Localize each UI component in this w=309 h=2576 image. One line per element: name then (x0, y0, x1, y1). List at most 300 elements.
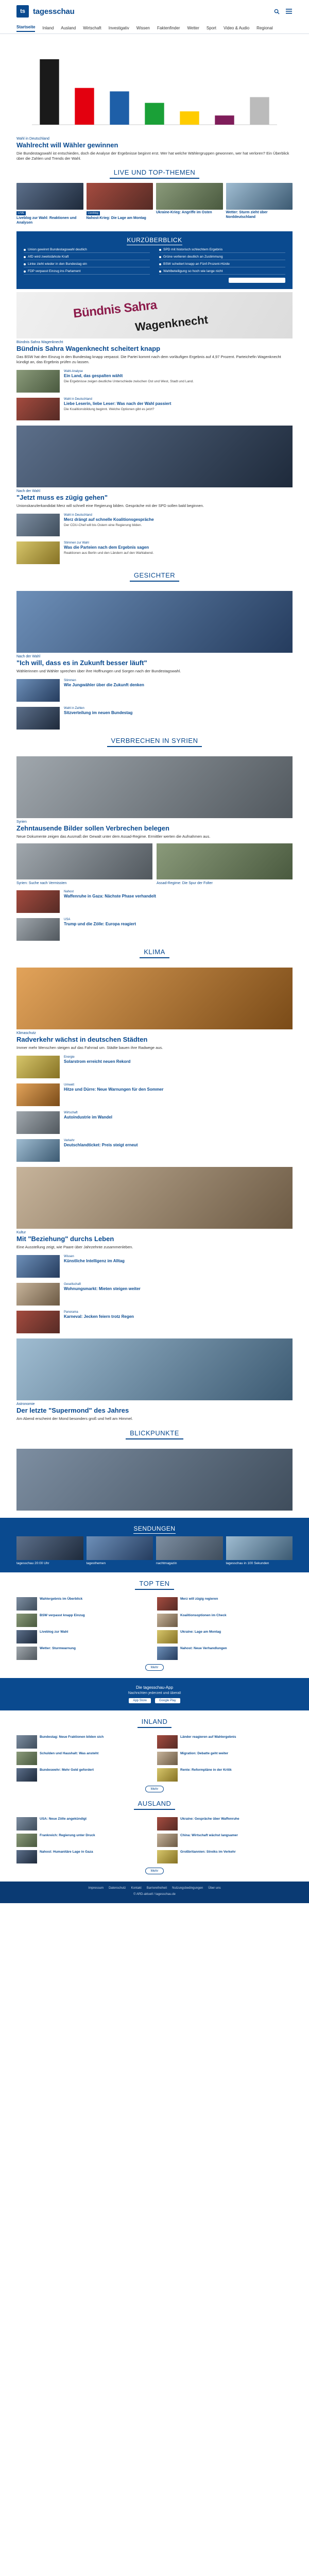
mini-item[interactable] (157, 1850, 293, 1863)
brief-item[interactable] (24, 255, 150, 260)
inland-list (16, 1735, 293, 1782)
main-navigation (0, 23, 309, 34)
list-item-image[interactable] (16, 370, 60, 393)
bullet-icon (24, 263, 26, 265)
site-header (0, 0, 309, 23)
mini-item-image[interactable] (157, 1817, 178, 1831)
list-item-title[interactable]: Waffenruhe in Gaza: Nächste Phase verhandelt (64, 894, 156, 899)
mini-item[interactable] (16, 1614, 152, 1627)
nav-item[interactable]: Wirtschaft (83, 26, 101, 30)
inland-title-text: INLAND (138, 1718, 172, 1728)
mini-item[interactable] (16, 1630, 152, 1643)
list-item-body (64, 1139, 293, 1148)
bsw-banner-line2: Wagenknecht (134, 313, 209, 334)
inland-title (16, 1710, 293, 1732)
sendung-card[interactable] (87, 1536, 153, 1566)
list-item-topline: Wissen (64, 1255, 74, 1259)
list-item-text: Reaktionen aus Berlin und den Ländern auf den Wahlabend. (64, 551, 154, 555)
sendung-image[interactable] (87, 1536, 153, 1560)
mini-item-image[interactable] (157, 1752, 178, 1765)
list-item-title[interactable]: Trump und die Zölle: Europa reagiert (64, 922, 136, 927)
sendung-title[interactable]: tagesthemen (86, 1561, 106, 1565)
bullet-icon (159, 270, 161, 273)
list-item[interactable] (16, 918, 293, 941)
bsw-headline[interactable]: Bündnis Sahra Wagenknecht scheitert knapp (16, 344, 161, 352)
list-item-image[interactable] (16, 1311, 60, 1333)
brief-more-box[interactable] (229, 278, 285, 283)
list-c (16, 679, 293, 730)
moon-image[interactable] (16, 1338, 293, 1400)
brief-box (16, 231, 293, 289)
mini-item[interactable] (16, 1597, 152, 1611)
nav-item[interactable]: Startseite (16, 25, 35, 32)
vote-image[interactable] (16, 591, 293, 653)
app-banner (0, 1678, 309, 1710)
list-item-topline: Stimmen (64, 679, 76, 683)
vote-topline: Nach der Wahl (16, 655, 41, 659)
list-item-title[interactable]: Deutschlandticket: Preis steigt erneut (64, 1143, 138, 1148)
mini-item-title[interactable]: China: Wirtschaft wächst langsamer (180, 1834, 238, 1838)
live-card-image[interactable] (16, 183, 83, 210)
mini-item-title[interactable]: Frankreich: Regierung unter Druck (40, 1834, 95, 1838)
pair-card-image[interactable] (157, 843, 293, 879)
chart-bar (75, 88, 94, 125)
ausland-title (16, 1792, 293, 1814)
list-b (16, 514, 293, 564)
inland-more (16, 1786, 293, 1792)
brief-item-text: Wahlbeteiligung so hoch wie lange nicht (163, 269, 223, 273)
brief-item-text: FDP verpasst Einzug ins Parlament (28, 269, 81, 273)
list-item-title[interactable]: Hitze und Dürre: Neue Warnungen für den Sommer (64, 1087, 164, 1092)
sendungen-title-text: SENDUNGEN (133, 1525, 175, 1534)
mini-item-title[interactable]: Bundestag: Neue Fraktionen bilden sich (40, 1735, 104, 1739)
mini-item-image[interactable] (16, 1735, 37, 1749)
list-item[interactable] (16, 1056, 293, 1078)
list-item-image[interactable] (16, 541, 60, 564)
list-item-body (64, 1056, 293, 1064)
sendung-card[interactable] (226, 1536, 293, 1566)
blickpunkte-title (16, 1422, 293, 1444)
mini-item-title[interactable]: Nahost: Humanitäre Lage in Gaza (40, 1850, 93, 1854)
list-item-title[interactable]: Liebe Leserin, liebe Leser: Was nach der Wahl passiert (64, 401, 171, 406)
nav-item[interactable]: Video & Audio (224, 26, 250, 30)
sendungen-title (0, 1525, 309, 1532)
sendung-card[interactable] (16, 1536, 83, 1566)
sendung-card[interactable] (156, 1536, 223, 1566)
verbrechen-title (16, 730, 293, 751)
list-item-body (64, 1283, 293, 1292)
list-item-topline: Wahl in Deutschland (64, 514, 92, 517)
list-item-topline: Wahl in Zahlen (64, 707, 84, 710)
app-store-button[interactable]: App Store (129, 1698, 151, 1703)
brief-title (24, 236, 285, 244)
mini-item-title[interactable]: Migration: Debatte geht weiter (180, 1752, 229, 1756)
list-item[interactable] (16, 1255, 293, 1278)
list-item-title[interactable]: Ein Land, das gespalten wählt (64, 374, 123, 379)
list-item[interactable] (16, 679, 293, 702)
list-item-image[interactable] (16, 918, 60, 941)
mini-item[interactable] (157, 1752, 293, 1765)
mini-item-title[interactable]: USA: Neue Zölle angekündigt (40, 1817, 87, 1821)
pair-card-title[interactable]: Assad-Regime: Die Spur der Folter (157, 882, 213, 886)
ausland-more-button[interactable]: Mehr (145, 1868, 164, 1874)
list-e (16, 1056, 293, 1162)
list-item-body (64, 890, 293, 899)
bsw-topline: Bündnis Sahra Wagenknecht (16, 340, 63, 344)
footer-link[interactable]: Kontakt (131, 1887, 142, 1890)
list-item-body (64, 1083, 293, 1092)
sendungen-grid (16, 1536, 293, 1566)
topten-list (16, 1597, 293, 1660)
bsw-teaser: Das BSW hat den Einzug in den Bundestag knapp verpasst. Die Partei kommt nach dem vorläufigen Ergebnis auf 4,97 Prozent. Parteichefin Wagenknecht kündigt an, das Ergebnis prüfen zu lassen. (16, 354, 281, 365)
brief-item[interactable] (24, 262, 150, 267)
list-item[interactable] (16, 1083, 293, 1106)
mini-item[interactable] (157, 1630, 293, 1643)
list-item-image[interactable] (16, 398, 60, 420)
footer-link[interactable]: Nutzungsbedingungen (172, 1887, 203, 1890)
list-item[interactable] (16, 1283, 293, 1306)
lead-teaser: Die Bundestagswahl ist entschieden, doch die Analyse der Ergebnisse beginnt erst. Wer hat welche Wählergruppen gewonnen, wer hat verloren? Ein Überblick über die Zahlen und Trends der Wahl. (16, 150, 289, 161)
list-item[interactable] (16, 1111, 293, 1134)
brief-item[interactable] (24, 248, 150, 253)
list-item-topline: Energie (64, 1056, 75, 1059)
topten-title (16, 1572, 293, 1594)
moon-teaser: Am Abend erscheint der Mond besonders groß und hell am Himmel. (16, 1416, 133, 1421)
brief-item[interactable] (159, 262, 285, 267)
live-card-image[interactable] (156, 183, 223, 210)
list-item-title[interactable]: Merz drängt auf schnelle Koalitionsgespräche (64, 517, 154, 522)
mini-item[interactable] (157, 1597, 293, 1611)
list-item-title[interactable]: Künstliche Intelligenz im Alltag (64, 1259, 125, 1264)
mini-item-image[interactable] (16, 1834, 37, 1847)
list-item-topline: Stimmen zur Wahl (64, 541, 89, 545)
logo-mark[interactable]: ts (16, 5, 29, 18)
mini-item-image[interactable] (157, 1647, 178, 1660)
pair-card-title[interactable]: Syrien: Suche nach Vermissten (16, 882, 67, 886)
footer-link[interactable]: Impressum (88, 1887, 104, 1890)
site-footer (0, 1882, 309, 1903)
nav-item[interactable]: Wissen (136, 26, 150, 30)
brief-item-text: Linke zieht wieder in den Bundestag ein (28, 262, 87, 266)
chart-bar (110, 91, 129, 125)
pair-card[interactable] (157, 843, 293, 885)
list-item-body (64, 514, 293, 528)
mini-item-image[interactable] (157, 1834, 178, 1847)
mini-item-title[interactable]: Wahlergebnis im Überblick (40, 1597, 83, 1601)
mini-item-image[interactable] (157, 1735, 178, 1749)
climate-image[interactable] (16, 968, 293, 1029)
list-item-body (64, 707, 293, 716)
list-item-body (64, 1255, 293, 1264)
sendung-image[interactable] (156, 1536, 223, 1560)
mini-item-title[interactable]: Nahost: Neue Verhandlungen (180, 1647, 227, 1651)
climate-topline: Klimaschutz (16, 1031, 36, 1036)
climate-headline[interactable]: Radverkehr wächst in deutschen Städten (16, 1036, 148, 1044)
mini-item[interactable] (157, 1647, 293, 1660)
bsw-image[interactable] (16, 292, 293, 338)
list-item-image[interactable] (16, 890, 60, 913)
chart-bar (250, 97, 269, 125)
people-image[interactable] (16, 1167, 293, 1229)
mini-item-title[interactable]: Ukraine: Gespräche über Waffenruhe (180, 1817, 239, 1821)
app-buttons (7, 1698, 302, 1703)
list-item-body (64, 398, 293, 412)
list-item-text: Die Koalitionsbildung beginnt. Welche Optionen gibt es jetzt? (64, 407, 154, 411)
live-grid (16, 183, 293, 225)
list-item-title[interactable]: Was die Parteien nach dem Ergebnis sagen (64, 545, 149, 550)
brief-more (24, 278, 285, 283)
list-item-title[interactable]: Wohnungsmarkt: Mieten steigen weiter (64, 1286, 141, 1292)
nav-item[interactable]: Wetter (187, 26, 199, 30)
climate-teaser: Immer mehr Menschen steigen auf das Fahrrad um. Städte bauen ihre Radwege aus. (16, 1045, 163, 1050)
merz-teaser: Unionskanzlerkandidat Merz will schnell eine Regierung bilden. Gespräche mit der SPD sollen bald beginnen. (16, 503, 204, 509)
list-item[interactable] (16, 890, 293, 913)
list-item[interactable] (16, 370, 293, 393)
syria-topline: Syrien (16, 820, 27, 824)
mini-item-image[interactable] (157, 1850, 178, 1863)
list-item-title[interactable]: Karneval: Jecken feiern trotz Regen (64, 1314, 134, 1319)
list-item[interactable] (16, 541, 293, 564)
mini-item-title[interactable]: Bundeswehr: Mehr Geld gefordert (40, 1768, 94, 1772)
live-card-tag: LIVE (16, 211, 26, 215)
list-item-body (64, 1111, 293, 1120)
live-card-image[interactable] (87, 183, 153, 210)
mini-item-image[interactable] (16, 1817, 37, 1831)
sendungen-section (0, 1518, 309, 1573)
mini-item-title[interactable]: Merz will zügig regieren (180, 1597, 218, 1601)
nav-item[interactable]: Sport (206, 26, 217, 30)
list-item-image[interactable] (16, 1083, 60, 1106)
mini-item[interactable] (16, 1735, 152, 1749)
mini-item-image[interactable] (157, 1768, 178, 1782)
mini-item-title[interactable]: Rente: Reformpläne in der Kritik (180, 1768, 232, 1772)
mini-item-title[interactable]: Länder reagieren auf Wahlergebnis (180, 1735, 236, 1739)
brief-grid (24, 248, 285, 275)
live-card-tag: Liveblog (87, 211, 100, 215)
mini-item-title[interactable]: Schulden und Haushalt: Was ansteht (40, 1752, 99, 1756)
sendung-image[interactable] (226, 1536, 293, 1560)
mini-item-image[interactable] (157, 1614, 178, 1627)
syria-image[interactable] (16, 756, 293, 818)
list-item[interactable] (16, 398, 293, 420)
mini-item[interactable] (157, 1768, 293, 1782)
mini-item-title[interactable]: Koalitionsoptionen im Check (180, 1614, 227, 1618)
sendung-image[interactable] (16, 1536, 83, 1560)
footer-links (16, 1887, 293, 1890)
app-line2: Nachrichten jederzeit und überall (128, 1691, 181, 1696)
main-content (16, 37, 293, 1511)
mini-item-image[interactable] (16, 1630, 37, 1643)
live-card[interactable] (16, 183, 83, 225)
mini-item-image[interactable] (16, 1614, 37, 1627)
nav-item[interactable]: Regional (256, 26, 273, 30)
list-item-title[interactable]: Wie Jungwähler über die Zukunft denken (64, 683, 144, 688)
bullet-icon (159, 249, 161, 251)
syria-teaser: Neue Dokumente zeigen das Ausmaß der Gewalt unter dem Assad-Regime. Ermittler werten die Aufnahmen aus. (16, 834, 211, 839)
mini-item[interactable] (157, 1614, 293, 1627)
klima-title (16, 941, 293, 962)
people-teaser: Eine Ausstellung zeigt, wie Paare über Jahrzehnte zusammenleben. (16, 1245, 133, 1250)
bullet-icon (159, 263, 161, 265)
topten-more (16, 1664, 293, 1671)
brief-item[interactable] (24, 269, 150, 275)
chart-bar (180, 111, 199, 125)
list-item-image[interactable] (16, 707, 60, 730)
inland-ausland (16, 1710, 293, 1874)
merz-headline[interactable]: "Jetzt muss es zügig gehen" (16, 494, 108, 502)
live-title-text: LIVE UND TOP-THEMEN (110, 168, 200, 179)
brief-item[interactable] (159, 269, 285, 275)
brief-item-text: Grüne verlieren deutlich an Zustimmung (163, 255, 223, 259)
list-item-topline: Gesellschaft (64, 1283, 81, 1286)
brief-title-text: KURZÜBERBLICK (127, 236, 182, 245)
brief-item-text: BSW scheitert knapp an Fünf-Prozent-Hürde (163, 262, 230, 266)
live-card[interactable] (156, 183, 223, 225)
vote-headline[interactable]: "Ich will, dass es in Zukunft besser läuft" (16, 659, 147, 667)
list-item-image[interactable] (16, 1255, 60, 1278)
list-item-title[interactable]: Solarstrom erreicht neuen Rekord (64, 1059, 131, 1064)
live-card-title[interactable]: Nahost-Krieg: Die Lage am Montag (86, 216, 146, 221)
mini-item-image[interactable] (16, 1597, 37, 1611)
mini-item[interactable] (16, 1850, 152, 1863)
mini-item-title[interactable]: BSW verpasst knapp Einzug (40, 1614, 85, 1618)
people-headline[interactable]: Mit "Beziehung" durchs Leben (16, 1235, 114, 1243)
syria-pair (16, 843, 293, 885)
sendung-title[interactable]: nachtmagazin (156, 1561, 177, 1565)
nav-item[interactable]: Ausland (61, 26, 76, 30)
list-item-text: Der CDU-Chef will bis Ostern eine Regierung bilden. (64, 523, 142, 527)
ausland-list (16, 1817, 293, 1863)
live-card-title[interactable]: Liveblog zur Wahl: Reaktionen und Analysen (16, 216, 77, 225)
brief-item[interactable] (159, 248, 285, 253)
mini-item-image[interactable] (16, 1647, 37, 1660)
nav-item[interactable]: Faktenfinder (157, 26, 180, 30)
list-item-image[interactable] (16, 679, 60, 702)
list-item-text: Die Ergebnisse zeigen deutliche Unterschiede zwischen Ost und West, Stadt und Land. (64, 379, 194, 383)
footer-link[interactable]: Über uns (208, 1887, 221, 1890)
mini-item[interactable] (16, 1647, 152, 1660)
moon-topline: Astronomie (16, 1402, 35, 1406)
list-item[interactable] (16, 1139, 293, 1162)
footer-link[interactable]: Barrierefreiheit (146, 1887, 167, 1890)
search-icon[interactable] (273, 8, 280, 15)
pair-card-image[interactable] (16, 843, 152, 879)
list-item-image[interactable] (16, 1111, 60, 1134)
blickpunkte-title-text: BLICKPUNKTE (126, 1429, 183, 1439)
mini-item[interactable] (16, 1752, 152, 1765)
list-item[interactable] (16, 514, 293, 536)
live-card[interactable] (87, 183, 153, 225)
sendung-title[interactable]: tagesschau in 100 Sekunden (226, 1561, 269, 1565)
list-item[interactable] (16, 707, 293, 730)
nav-item[interactable]: Inland (42, 26, 54, 30)
mini-item[interactable] (157, 1817, 293, 1831)
brief-item-text: AfD wird zweitstärkste Kraft (28, 255, 69, 259)
mini-item[interactable] (16, 1817, 152, 1831)
people-topline: Kultur (16, 1231, 26, 1235)
gesichter-title (16, 564, 293, 586)
header-icons (273, 8, 293, 15)
merz-image[interactable] (16, 426, 293, 487)
chart-bar (145, 103, 164, 125)
syria-headline[interactable]: Zehntausende Bilder sollen Verbrechen belegen (16, 824, 169, 833)
klima-title-text: KLIMA (140, 948, 169, 958)
pair-card[interactable] (16, 843, 152, 885)
google-play-button[interactable]: Google Play (155, 1698, 180, 1703)
brief-item-text: Union gewinnt Bundestagswahl deutlich (28, 247, 87, 251)
list-item-topline: Umwelt (64, 1083, 75, 1087)
list-item-body (64, 1311, 293, 1319)
chart-bar (40, 59, 59, 125)
mini-item-title[interactable]: Ukraine: Lage am Montag (180, 1630, 221, 1634)
merz-topline: Nach der Wahl (16, 489, 41, 494)
nav-item[interactable]: Investigativ (108, 26, 129, 30)
live-section-title (16, 161, 293, 183)
list-item-image[interactable] (16, 1283, 60, 1306)
topten-more-button[interactable]: Mehr (145, 1664, 164, 1671)
brief-item[interactable] (159, 255, 285, 260)
moon-headline[interactable]: Der letzte "Supermond" des Jahres (16, 1406, 129, 1415)
list-item-title[interactable]: Autoindustrie im Wandel (64, 1115, 112, 1120)
election-chart (16, 37, 293, 135)
mini-item-image[interactable] (157, 1630, 178, 1643)
mini-item[interactable] (16, 1834, 152, 1847)
mini-item[interactable] (157, 1834, 293, 1847)
logo-text[interactable]: tagesschau (33, 7, 75, 16)
list-item[interactable] (16, 1311, 293, 1333)
mini-item-image[interactable] (16, 1768, 37, 1782)
live-card-image[interactable] (226, 183, 293, 210)
mini-item-image[interactable] (16, 1752, 37, 1765)
list-item-body (64, 370, 293, 384)
brief-item-text: SPD mit historisch schlechtem Ergebnis (163, 247, 223, 251)
list-item-topline: Panorama (64, 1311, 78, 1314)
live-card-title[interactable]: Ukraine-Krieg: Angriffe im Osten (156, 211, 212, 215)
menu-icon[interactable] (285, 8, 293, 15)
mini-item-title[interactable]: Liveblog zur Wahl (40, 1630, 68, 1634)
list-f (16, 1255, 293, 1333)
lead-headline[interactable]: Wahlrecht will Wähler gewinnen (16, 141, 118, 149)
list-item-topline: USA (64, 918, 71, 922)
list-item-image[interactable] (16, 1139, 60, 1162)
topten-title-text: TOP TEN (135, 1580, 174, 1590)
chart-svg (16, 37, 293, 135)
live-card-title[interactable]: Wetter: Sturm zieht über Norddeutschland (226, 211, 268, 219)
ausland-more (16, 1868, 293, 1874)
bullet-icon (24, 270, 26, 273)
mini-item-image[interactable] (157, 1597, 178, 1611)
list-item-body (64, 918, 293, 927)
sendung-title[interactable]: tagesschau 20:00 Uhr (16, 1561, 49, 1565)
inland-more-button[interactable]: Mehr (145, 1786, 164, 1792)
footer-link[interactable]: Datenschutz (109, 1887, 126, 1890)
list-item-image[interactable] (16, 1056, 60, 1078)
bullet-icon (24, 249, 26, 251)
mini-item[interactable] (16, 1768, 152, 1782)
mini-item[interactable] (157, 1735, 293, 1749)
mini-item-title[interactable]: Wetter: Sturmwarnung (40, 1647, 76, 1651)
verbrechen-title-text: VERBRECHEN IN SYRIEN (107, 737, 202, 747)
list-item-body (64, 679, 293, 688)
mini-item-image[interactable] (16, 1850, 37, 1863)
mini-item-title[interactable]: Großbritannien: Streiks im Verkehr (180, 1850, 236, 1854)
blickpunkte-image[interactable] (16, 1449, 293, 1511)
list-item-image[interactable] (16, 514, 60, 536)
list-item-title[interactable]: Sitzverteilung im neuen Bundestag (64, 710, 133, 716)
live-card[interactable] (226, 183, 293, 225)
footer-copyright: © ARD-aktuell / tagesschau.de (133, 1893, 176, 1896)
list-item-topline: Verkehr (64, 1139, 75, 1143)
